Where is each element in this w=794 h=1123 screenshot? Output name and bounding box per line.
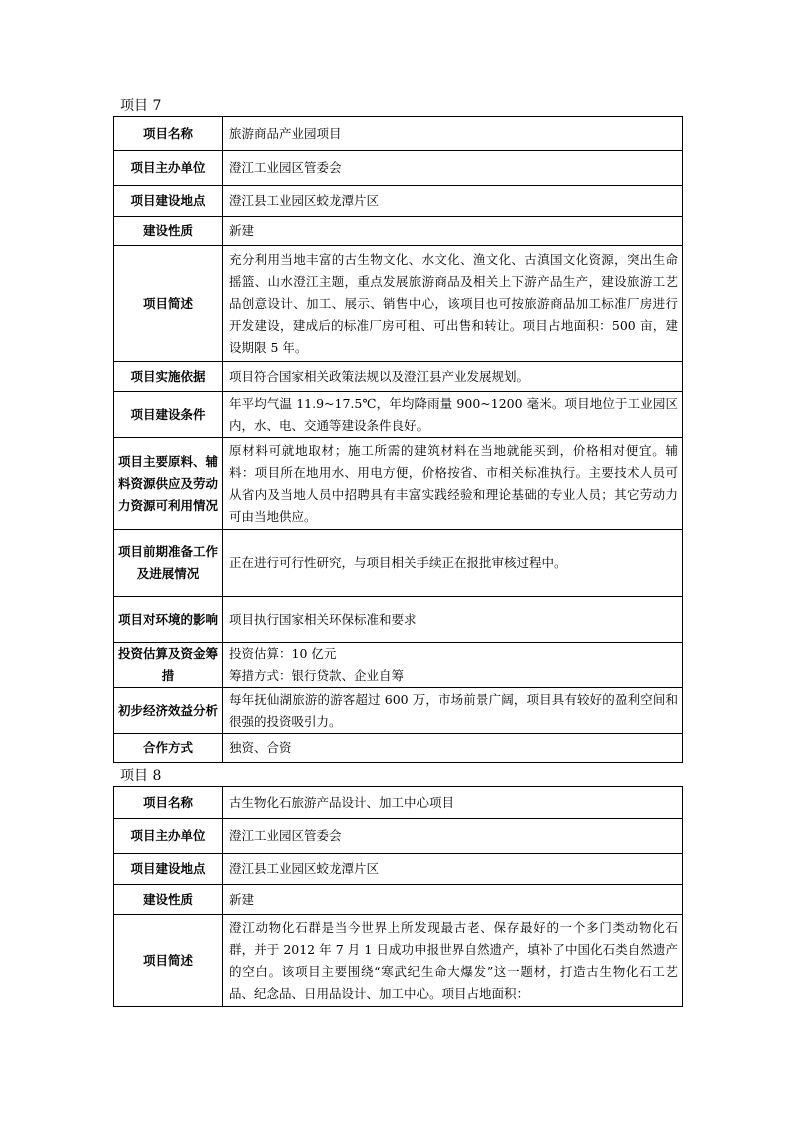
table-row bbox=[114, 186, 683, 217]
field-label-nature: 建设性质 bbox=[114, 217, 223, 246]
table-row bbox=[114, 787, 683, 819]
table-row bbox=[114, 885, 683, 915]
table-row bbox=[114, 151, 683, 186]
table-row bbox=[114, 734, 683, 763]
field-value-conditions: 年平均气温 11.9~17.5℃，年均降雨量 900~1200 毫米。项目地位于工业园区内，水、电、交通等建设条件良好。 bbox=[223, 392, 683, 438]
field-label-name: 项目名称 bbox=[114, 117, 223, 151]
table-row bbox=[114, 597, 683, 643]
project-8-table bbox=[113, 786, 683, 1007]
field-value-nature: 新建 bbox=[223, 217, 683, 246]
field-label-name: 项目名称 bbox=[114, 787, 223, 819]
project-8-heading: 项目 8 bbox=[120, 768, 162, 784]
field-label-sponsor: 项目主办单位 bbox=[114, 151, 223, 186]
field-label-summary: 项目简述 bbox=[114, 246, 223, 362]
field-label-investment: 投资估算及资金筹措 bbox=[114, 643, 223, 688]
field-value-location: 澄江县工业园区蛟龙潭片区 bbox=[223, 186, 683, 217]
table-row bbox=[114, 688, 683, 734]
field-label-location: 项目建设地点 bbox=[114, 854, 223, 885]
field-label-environment: 项目对环境的影响 bbox=[114, 597, 223, 643]
field-value-summary: 澄江动物化石群是当今世界上所发现最古老、保存最好的一个多门类动物化石群，并于 2012 年 7 月 1 日成功申报世界自然遗产，填补了中国化石类自然遗产的空白。该项目主要围绕“寒武纪生命大爆发”这一题材，打造古生物化石工艺品、纪念品、日用品设计、加工中心。项目占地面积： bbox=[223, 915, 683, 1007]
table-row bbox=[114, 819, 683, 854]
table-row bbox=[114, 392, 683, 438]
table-row bbox=[114, 643, 683, 688]
field-label-nature: 建设性质 bbox=[114, 885, 223, 915]
table-row bbox=[114, 854, 683, 885]
field-label-conditions: 项目建设条件 bbox=[114, 392, 223, 438]
field-label-basis: 项目实施依据 bbox=[114, 362, 223, 392]
field-value-resources: 原材料可就地取材；施工所需的建筑材料在当地就能买到，价格相对便宜。辅料：项目所在地用水、用电方便，价格按省、市相关标准执行。主要技术人员可从省内及当地人员中招聘具有丰富实践经验和理论基础的专业人员；其它劳动力可由当地供应。 bbox=[223, 438, 683, 530]
field-label-sponsor: 项目主办单位 bbox=[114, 819, 223, 854]
field-label-summary: 项目简述 bbox=[114, 915, 223, 1007]
field-value-summary: 充分利用当地丰富的古生物文化、水文化、渔文化、古滇国文化资源，突出生命摇篮、山水澄江主题，重点发展旅游商品及相关上下游产品生产，建设旅游工艺品创意设计、加工、展示、销售中心，该项目也可按旅游商品加工标准厂房进行开发建设，建成后的标准厂房可租、可出售和转让。项目占地面积：500 亩，建设期限 5 年。 bbox=[223, 246, 683, 362]
field-label-benefit: 初步经济效益分析 bbox=[114, 688, 223, 734]
table-row bbox=[114, 117, 683, 151]
field-value-basis: 项目符合国家相关政策法规以及澄江县产业发展规划。 bbox=[223, 362, 683, 392]
table-row bbox=[114, 362, 683, 392]
field-label-location: 项目建设地点 bbox=[114, 186, 223, 217]
field-value-sponsor: 澄江工业园区管委会 bbox=[223, 819, 683, 854]
field-value-investment: 投资估算：10 亿元 筹措方式：银行贷款、企业自筹 bbox=[223, 643, 683, 688]
field-label-progress: 项目前期准备工作及进展情况 bbox=[114, 530, 223, 597]
table-row bbox=[114, 246, 683, 362]
table-row bbox=[114, 217, 683, 246]
table-row bbox=[114, 438, 683, 530]
field-value-location: 澄江县工业园区蛟龙潭片区 bbox=[223, 854, 683, 885]
field-value-environment: 项目执行国家相关环保标准和要求 bbox=[223, 597, 683, 643]
field-value-benefit: 每年抚仙湖旅游的游客超过 600 万，市场前景广阔，项目具有较好的盈利空间和很强的投资吸引力。 bbox=[223, 688, 683, 734]
field-value-name: 旅游商品产业园项目 bbox=[223, 117, 683, 151]
field-label-cooperation: 合作方式 bbox=[114, 734, 223, 763]
field-value-sponsor: 澄江工业园区管委会 bbox=[223, 151, 683, 186]
table-row bbox=[114, 530, 683, 597]
field-value-nature: 新建 bbox=[223, 885, 683, 915]
project-7-table bbox=[113, 116, 683, 763]
field-value-cooperation: 独资、合资 bbox=[223, 734, 683, 763]
field-label-resources: 项目主要原料、辅料资源供应及劳动力资源可利用情况 bbox=[114, 438, 223, 530]
table-row bbox=[114, 915, 683, 1007]
field-value-progress: 正在进行可行性研究，与项目相关手续正在报批审核过程中。 bbox=[223, 530, 683, 597]
project-7-heading: 项目 7 bbox=[120, 98, 162, 114]
field-value-name: 古生物化石旅游产品设计、加工中心项目 bbox=[223, 787, 683, 819]
